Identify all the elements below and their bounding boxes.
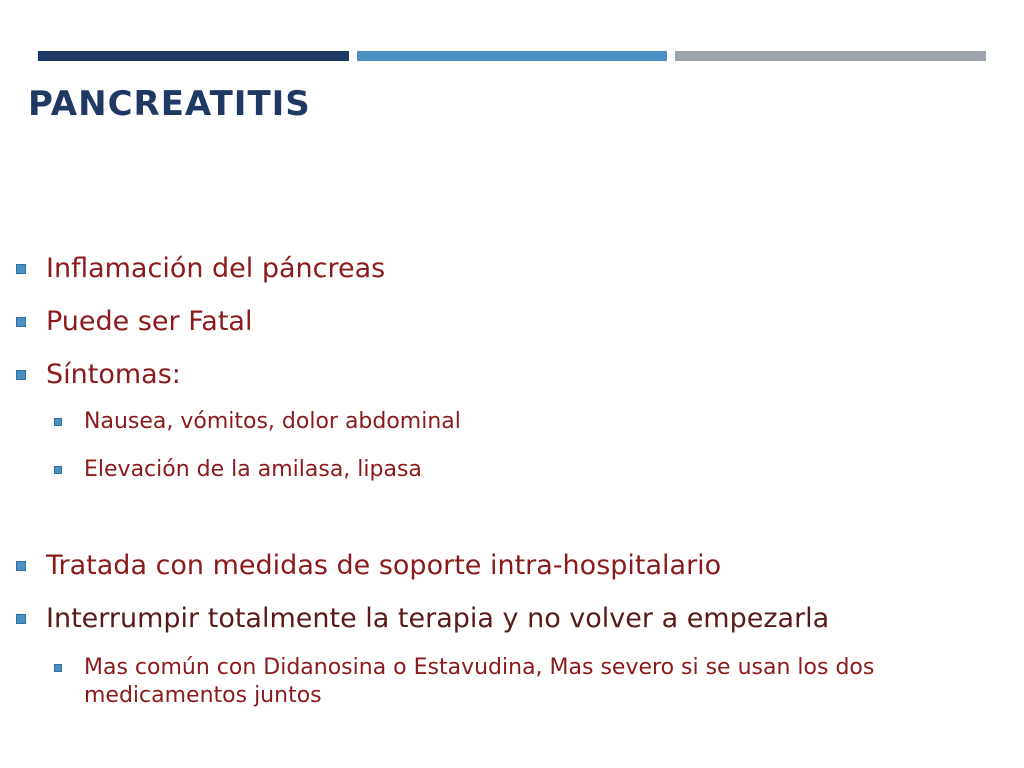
bullet-text: Puede ser Fatal — [46, 306, 253, 337]
square-bullet-icon — [16, 317, 26, 327]
sub-bullet-item — [84, 408, 461, 436]
square-bullet-icon — [16, 561, 26, 571]
bullet-item — [46, 253, 385, 285]
bullet-item — [46, 550, 721, 582]
square-bullet-icon — [16, 614, 26, 624]
bullet-text: Interrumpir totalmente la terapia y no volver a empezarla — [46, 603, 830, 634]
slide-title: PANCREATITIS — [28, 84, 311, 124]
bullet-text: Nausea, vómitos, dolor abdominal — [84, 409, 461, 434]
sub-bullet-item — [84, 456, 422, 484]
bullet-text: Síntomas: — [46, 359, 181, 390]
bullet-text: Elevación de la amilasa, lipasa — [84, 457, 422, 482]
bullet-item — [46, 603, 829, 635]
bullet-text: Mas común con Didanosina o Estavudina, Mas severo si se usan los dos medicamentos juntos — [84, 655, 875, 708]
bullet-text: Inflamación del páncreas — [46, 253, 386, 284]
bullet-item — [46, 359, 181, 391]
square-bullet-icon — [16, 370, 26, 380]
bullet-text: Tratada con medidas de soporte intra-hospitalario — [46, 550, 722, 581]
sub-bullet-item — [84, 654, 904, 710]
bullet-item — [46, 306, 252, 338]
square-bullet-icon — [16, 264, 26, 274]
square-bullet-icon — [54, 418, 62, 426]
square-bullet-icon — [54, 664, 62, 672]
square-bullet-icon — [54, 466, 62, 474]
